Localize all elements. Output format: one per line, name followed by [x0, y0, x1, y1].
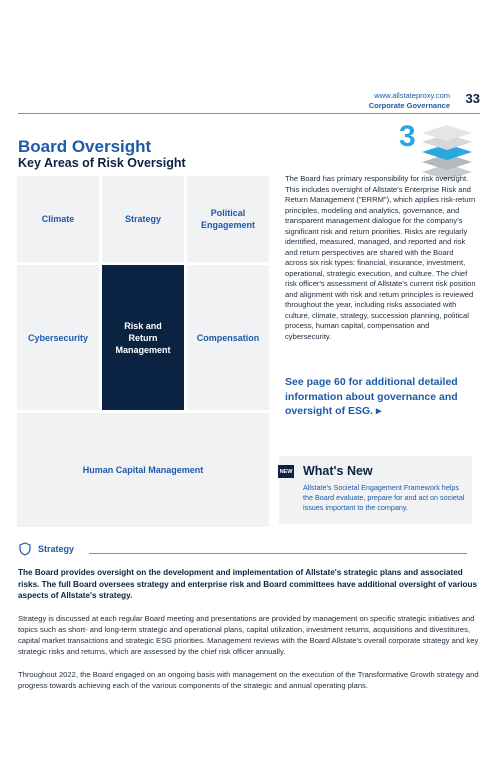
risk-oversight-text: The Board has primary responsibility for risk oversight. This includes oversight of Allstate's Enterprise Risk and Return Management ("ERRM"), which applies risk-return principles, modeling and analytics, governance, and transparent management dialogue for the company's significant risk and return priorities. Risks are regularly identified, measured, managed, and reported and risk and return perspectives are shared with the Board across six risk types: financial, insurance, investment, operational, strategic execution, and culture. The chief risk officer's assessment of Allstate's current risk position and alignment with risk and return principles is reviewed throughout the year, including risks associated with culture, climate, strategy, succession planning, political process, human capital, compensation and cybersecurity. [285, 174, 476, 341]
header-section: Corporate Governance [368, 101, 450, 110]
header-url: www.allstateproxy.com [374, 91, 450, 100]
section-number: 3 [399, 120, 416, 153]
header-divider [18, 113, 480, 114]
whats-new-title: What's New [303, 464, 373, 478]
risk-areas-grid [17, 176, 269, 527]
new-badge: NEW [278, 465, 294, 478]
page-subtitle: Key Areas of Risk Oversight [18, 156, 186, 170]
strategy-heading: Strategy [38, 544, 75, 554]
risk-area-strategy: Strategy [102, 176, 184, 262]
strategy-lead: The Board provides oversight on the development and implementation of Allstate's strategic plans and associated risks. The full Board oversees strategy and enterprise risk and Board committees have additional oversight of various aspects of Allstate's strategy. [18, 568, 478, 600]
risk-area-compensation: Compensation [187, 265, 269, 410]
strategy-paragraph-1: Strategy is discussed at each regular Board meeting and presentations are provided by management on specific strategic initiatives and topics such as short- and long-term strategic and operational plans, capital utilization, investment returns, acquisitions and divestitures, capital market transactions and strategic ESG priorities. Management reviews with the Board Allstate's overall corporate strategy and key strategic risks and returns, which are assessed by the chief risk officer annually. [18, 614, 479, 656]
page-title: Board Oversight [18, 137, 152, 156]
risk-area-human-capital: Human Capital Management [17, 413, 269, 527]
strategy-divider [89, 553, 467, 554]
whats-new-text: Allstate's Societal Engagement Framework helps the Board evaluate, prepare for and act on societal issues important to the company. [303, 483, 465, 512]
risk-area-climate: Climate [17, 176, 99, 262]
risk-area-center: Risk and Return Management [102, 265, 184, 410]
risk-area-political-engagement: Political Engagement [187, 176, 269, 262]
strategy-paragraph-2: Throughout 2022, the Board engaged on an ongoing basis with management on the execution of the Transformative Growth strategy and progress towards achieving each of the various components of the strategic and annual operating plans. [18, 670, 479, 690]
page-number: 33 [465, 91, 480, 106]
see-page-link[interactable]: See page 60 for additional detailed information about governance and oversight of ESG. ▸ [285, 376, 458, 417]
shield-icon [19, 542, 31, 556]
risk-area-cybersecurity: Cybersecurity [17, 265, 99, 410]
